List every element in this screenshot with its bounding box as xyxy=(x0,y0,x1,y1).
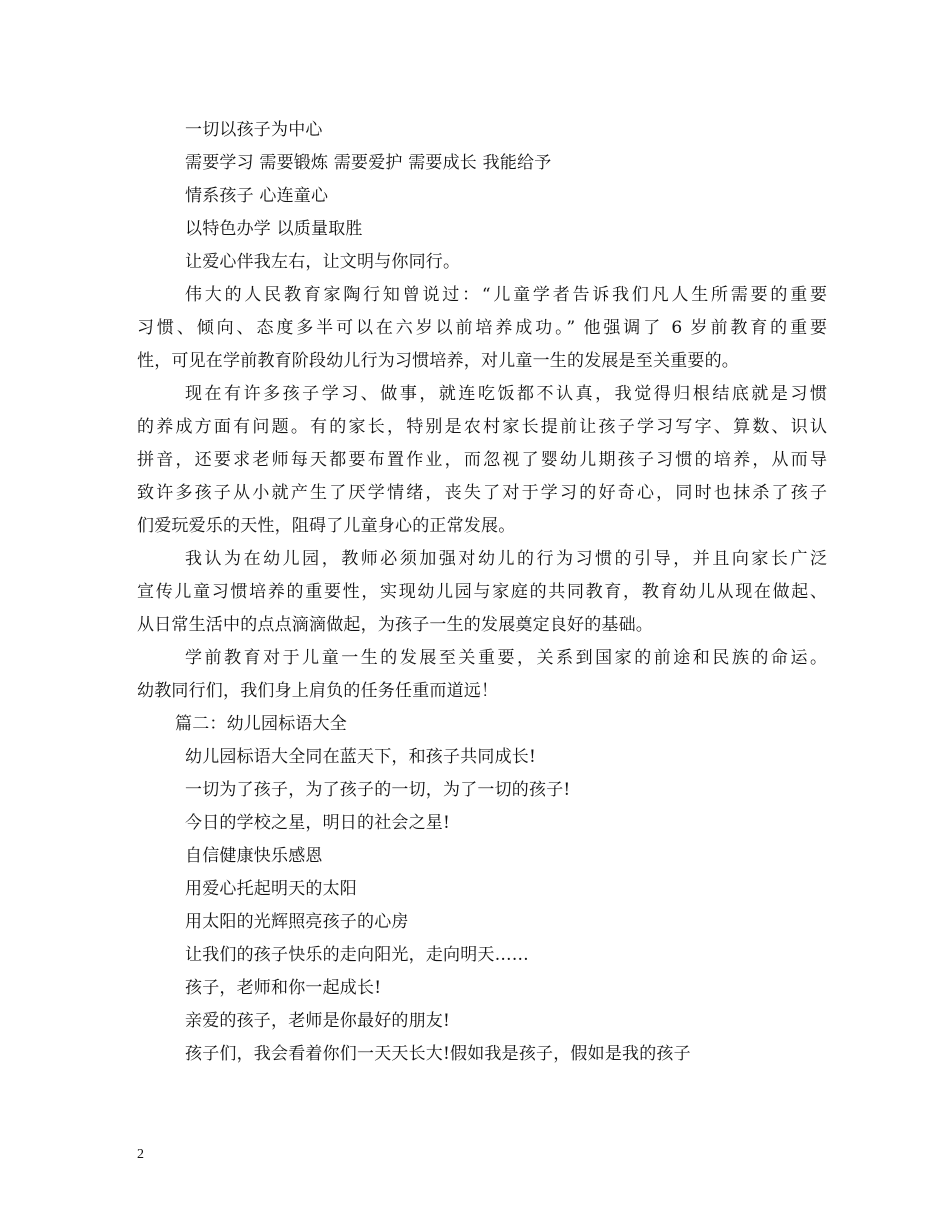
slogan-line: 用爱心托起明天的太阳 xyxy=(185,879,357,899)
paragraph-line: 幼教同行们，我们身上肩负的任务任重而道远！ xyxy=(137,681,499,701)
paragraph-line: 伟大的人民教育家陶行知曾说过：“儿童学者告诉我们凡人生所需要的重要 xyxy=(185,285,827,305)
slogan-line: 一切以孩子为中心 xyxy=(185,120,323,140)
paragraph-line: 宣传儿童习惯培养的重要性，实现幼儿园与家庭的共同教育，教育幼儿从现在做起、 xyxy=(137,582,827,602)
paragraph-line: 现在有许多孩子学习、做事，就连吃饭都不认真，我觉得归根结底就是习惯 xyxy=(185,384,827,404)
paragraph-line: 的养成方面有问题。有的家长，特别是农村家长提前让孩子学习写字、算数、识认 xyxy=(137,417,827,437)
slogan-line: 需要学习 需要锻炼 需要爱护 需要成长 我能给予 xyxy=(185,153,552,173)
slogan-line: 今日的学校之星，明日的社会之星! xyxy=(185,813,451,833)
section-heading: 篇二：幼儿园标语大全 xyxy=(175,714,347,734)
paragraph-line: 我认为在幼儿园，教师必须加强对幼儿的行为习惯的引导，并且向家长广泛 xyxy=(185,549,827,569)
paragraph-line: 习惯、倾向、态度多半可以在六岁以前培养成功。” 他强调了 6 岁前教育的重要 xyxy=(137,318,827,338)
slogan-line: 让我们的孩子快乐的走向阳光，走向明天…… xyxy=(185,945,529,965)
paragraph-line: 学前教育对于儿童一生的发展至关重要，关系到国家的前途和民族的命运。 xyxy=(185,648,827,668)
page-body xyxy=(137,114,827,1071)
page-number: 2 xyxy=(137,1147,144,1162)
slogan-line: 一切为了孩子，为了孩子的一切，为了一切的孩子! xyxy=(185,780,571,800)
slogan-line: 孩子，老师和你一起成长! xyxy=(185,978,382,998)
slogan-line: 幼儿园标语大全同在蓝天下，和孩子共同成长! xyxy=(185,747,537,767)
slogan-line: 用太阳的光辉照亮孩子的心房 xyxy=(185,912,409,932)
slogan-line: 以特色办学 以质量取胜 xyxy=(185,219,363,239)
paragraph-line: 拼音，还要求老师每天都要布置作业，而忽视了婴幼儿期孩子习惯的培养，从而导 xyxy=(137,450,827,470)
paragraph-line: 从日常生活中的点点滴滴做起，为孩子一生的发展奠定良好的基础。 xyxy=(137,615,653,635)
slogan-line: 孩子们，我会看着你们一天天长大!假如我是孩子，假如是我的孩子 xyxy=(185,1044,691,1064)
paragraph-line: 致许多孩子从小就产生了厌学情绪，丧失了对于学习的好奇心，同时也抹杀了孩子 xyxy=(137,483,827,503)
slogan-line: 亲爱的孩子，老师是你最好的朋友! xyxy=(185,1011,451,1031)
slogan-line: 情系孩子 心连童心 xyxy=(185,186,329,206)
paragraph-line: 们爱玩爱乐的天性，阻碍了儿童身心的正常发展。 xyxy=(137,516,516,536)
slogan-line: 自信健康快乐感恩 xyxy=(185,846,323,866)
paragraph-line: 性，可见在学前教育阶段幼儿行为习惯培养，对儿童一生的发展是至关重要的。 xyxy=(137,351,739,371)
slogan-line: 让爱心伴我左右，让文明与你同行。 xyxy=(185,252,461,272)
